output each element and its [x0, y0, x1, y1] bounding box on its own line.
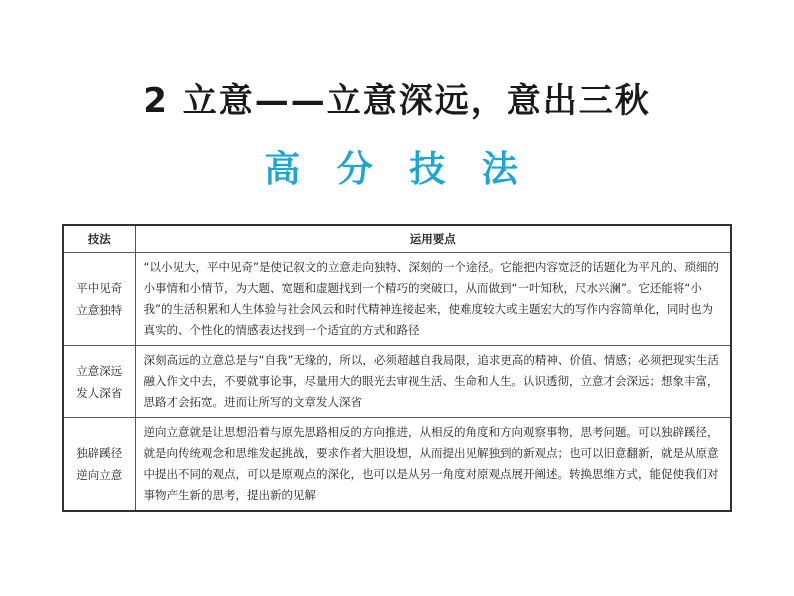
table-row — [63, 346, 731, 418]
points-cell: 逆向立意就是让思想沿着与原先思路相反的方向推进，从相反的角度和方向观察事物，思考问题。可以独辟蹊径，就是向传统观念和思维发起挑战，要求作者大胆设想，从而提出见解独到的新观点；也可以旧意翻新，就是从原意中提出不同的观点，可以是原观点的深化，也可以是从另一角度对原观点展开阐述。转换思维方式，能促使我们对事物产生新的思考，提出新的见解 — [135, 418, 731, 512]
table-header-row — [63, 225, 731, 253]
method-label-line: 立意深远 — [76, 363, 123, 378]
method-cell — [63, 418, 135, 512]
techniques-table — [62, 224, 732, 512]
method-label-line: 发人深省 — [76, 385, 123, 400]
points-cell: “以小见大，平中见奇”是使记叙文的立意走向独特、深刻的一个途径。它能把内容宽泛的话题化为平凡的、琐细的小事情和小情节，为大题、宽题和虚题找到一个精巧的突破口，从而做到“一叶知秋，尺水兴澜”。它还能将“小我”的生活积累和人生体验与社会风云和时代精神连接起来，使难度较大或主题宏大的写作内容简单化，同时也为真实的、个性化的情感表达找到一个适宜的方式和路径 — [135, 253, 731, 346]
points-cell: 深刻高远的立意总是与“自我”无缘的，所以，必须超越自我局限，追求更高的精神、价值、情感；必须把现实生活融入作文中去，不要就事论事，尽量用大的眼光去审视生活、生命和人生。认识透彻，立意才会深远；想象丰富，思路才会拓宽。进而让所写的文章发人深省 — [135, 346, 731, 418]
method-cell — [63, 346, 135, 418]
header-points: 运用要点 — [135, 225, 731, 253]
method-cell — [63, 253, 135, 346]
method-label-line: 立意独特 — [76, 303, 123, 317]
table-row — [63, 418, 731, 512]
page-title: 2 立意——立意深远，意出三秋 — [143, 81, 651, 121]
section-subtitle: 高 分 技 法 — [264, 149, 530, 190]
method-label-line: 独辟蹊径 — [76, 446, 123, 460]
header-method: 技法 — [63, 225, 135, 253]
method-label-line: 逆向立意 — [76, 468, 123, 482]
table-row — [63, 253, 731, 346]
method-label-line: 平中见奇 — [76, 281, 123, 295]
